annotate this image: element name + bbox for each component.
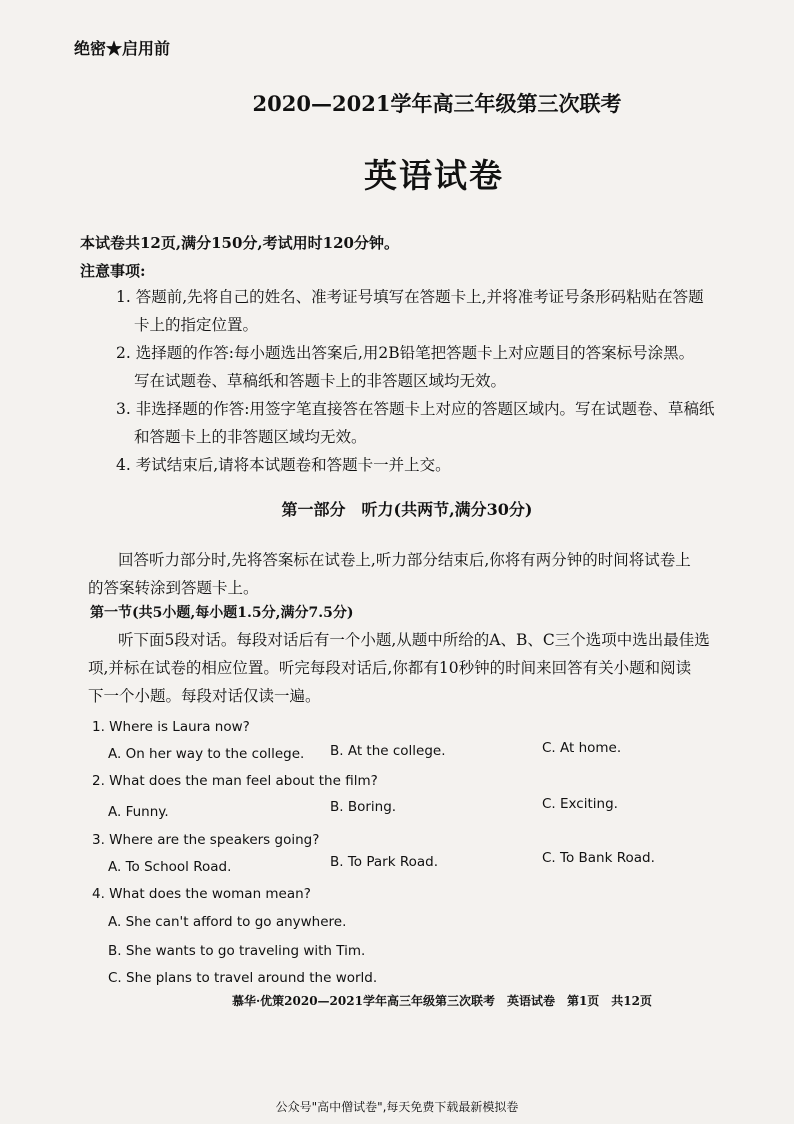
- question-2-option-c: C. Exciting.: [542, 796, 618, 812]
- question-1-option-c: C. At home.: [542, 740, 622, 756]
- page-footer: 慕华·优策2020—2021学年高三年级第三次联考 英语试卷 第1页 共12页: [231, 994, 653, 1008]
- question-3-option-c: C. To Bank Road.: [542, 850, 655, 866]
- question-3: 3. Where are the speakers going?: [92, 832, 320, 848]
- part1-intro: 回答听力部分时,先将答案标在试卷上,听力部分结束后,你将有两分钟的时间将试卷上: [118, 551, 691, 569]
- question-1-option-a: A. On her way to the college.: [108, 746, 305, 762]
- part1-title: 第一部分 听力(共两节,满分30分): [281, 500, 533, 519]
- notice-item-3-cont: 和答题卡上的非答题区域均无效。: [134, 428, 367, 446]
- question-4-option-a: A. She can't afford to go anywhere.: [108, 914, 347, 930]
- question-1-option-b: B. At the college.: [330, 743, 446, 759]
- question-1: 1. Where is Laura now?: [92, 719, 250, 735]
- exam-info: 本试卷共12页,满分150分,考试用时120分钟。: [80, 234, 399, 252]
- notice-item-3: 3. 非选择题的作答:用签字笔直接答在答题卡上对应的答题区域内。写在试题卷、草稿纸: [116, 400, 715, 418]
- question-4: 4. What does the woman mean?: [92, 886, 311, 902]
- confidential-label: 绝密★启用前: [74, 39, 171, 58]
- section1-heading: 第一节(共5小题,每小题1.5分,满分7.5分): [90, 605, 354, 621]
- bottom-note: 公众号"高中僧试卷",每天免费下载最新模拟卷: [275, 1100, 519, 1114]
- part1-intro-cont: 的答案转涂到答题卡上。: [88, 579, 259, 597]
- question-3-option-a: A. To School Road.: [108, 859, 232, 875]
- question-2-option-b: B. Boring.: [330, 799, 397, 815]
- question-3-option-b: B. To Park Road.: [330, 854, 438, 870]
- directions: 听下面5段对话。每段对话后有一个小题,从题中所给的A、B、C三个选项中选出最佳选: [118, 631, 710, 649]
- notice-item-2: 2. 选择题的作答:每小题选出答案后,用2B铅笔把答题卡上对应题目的答案标号涂黑。: [116, 344, 695, 362]
- question-2: 2. What does the man feel about the film?: [92, 773, 378, 789]
- subject-title: 英语试卷: [364, 156, 504, 195]
- exam-title: 2020—2021学年高三年级第三次联考: [252, 91, 622, 116]
- question-2-option-a: A. Funny.: [108, 804, 169, 820]
- notice-heading: 注意事项:: [80, 262, 146, 280]
- directions-cont-1: 项,并标在试卷的相应位置。听完每段对话后,你都有10秒钟的时间来回答有关小题和阅读: [88, 659, 692, 677]
- notice-item-1-cont: 卡上的指定位置。: [134, 316, 259, 334]
- question-4-option-c: C. She plans to travel around the world.: [108, 970, 378, 986]
- directions-cont-2: 下一个小题。每段对话仅读一遍。: [88, 687, 321, 705]
- question-4-option-b: B. She wants to go traveling with Tim.: [108, 943, 366, 959]
- notice-item-2-cont: 写在试题卷、草稿纸和答题卡上的非答题区域均无效。: [134, 372, 507, 390]
- notice-item-4: 4. 考试结束后,请将本试题卷和答题卡一并上交。: [116, 456, 451, 474]
- notice-item-1: 1. 答题前,先将自己的姓名、准考证号填写在答题卡上,并将准考证号条形码粘贴在答题: [116, 288, 704, 306]
